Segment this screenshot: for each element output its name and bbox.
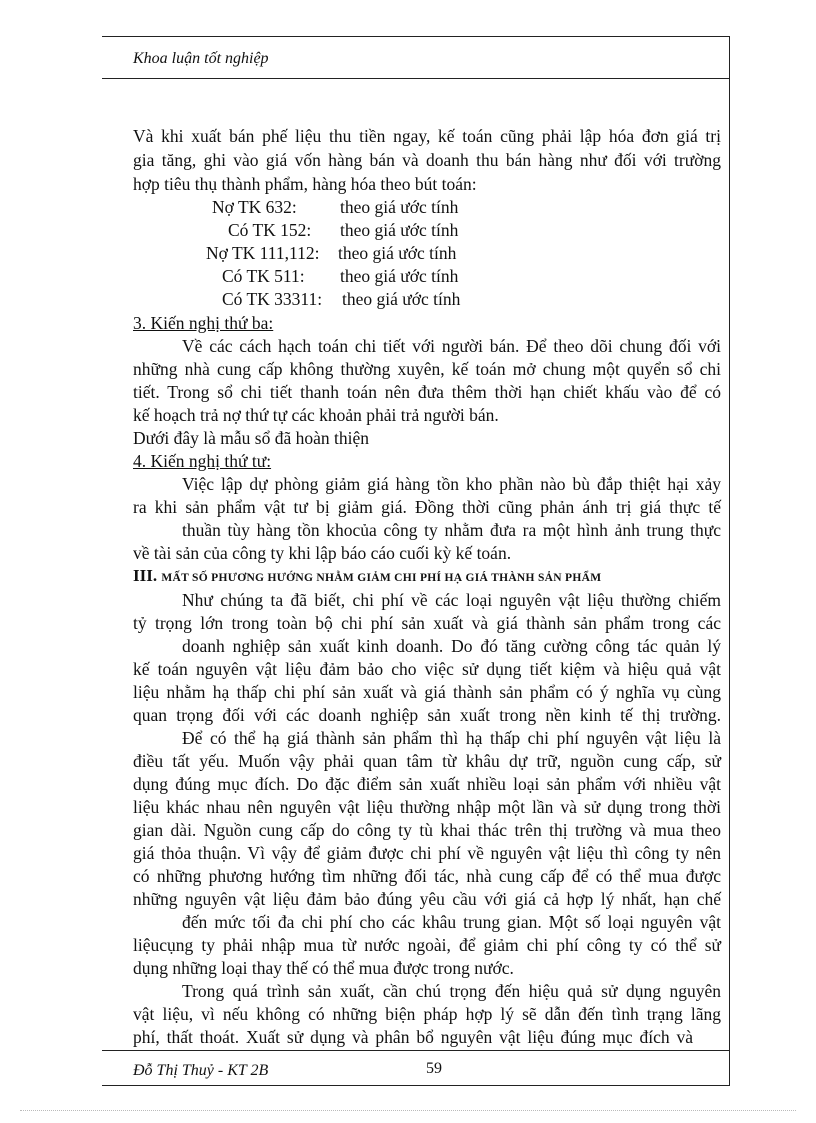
paragraph-line: liệucụng ty phải nhập mua từ nước ngoài, để giảm chi phí công ty có thể sử [133,935,721,955]
paragraph-line: Về các cách hạch toán chi tiết với người bán. Để theo dõi chung đối với [182,336,721,356]
paragraph-line: doanh nghiệp sản xuất kinh doanh. Do đó tăng cường công tác quản lý [182,636,721,656]
paragraph-line: kế hoạch trả nợ thứ tự các khoản phải trả người bán. [133,405,499,425]
paragraph-line: về tài sản của công ty khi lập báo cáo cuối kỳ kế toán. [133,543,512,563]
header-rule [102,78,730,79]
entry-account: Nợ TK 111,112: [206,243,320,263]
paragraph-line: Như chúng ta đã biết, chi phí về các loại nguyên vật liệu thường chiếm [182,590,721,610]
paragraph-line: Trong quá trình sản xuất, cần chú trọng đến hiệu quả sử dụng nguyên [182,981,721,1001]
paragraph-line: gian dài. Nguồn cung cấp do công ty tù khai thác trên thị trường và mua theo [133,820,721,840]
paragraph-line: Dưới đây là mẫu sổ đã hoàn thiện [133,428,369,448]
section-title [133,565,601,589]
section-title-text: MẤT SỐ PHƯƠNG HƯỚNG NHẰM GIẢM CHI PHÍ HẠ GIÁ THÀNH SẢN PHẨM [161,572,602,584]
entry-account: Có TK 33311: [222,289,323,309]
entry-text: theo giá ước tính [342,289,461,309]
entry-text: theo giá ước tính [340,220,459,240]
paragraph-line: có những phương hướng tìm những đối tác, nhà cung cấp để có thể mua được [133,866,721,886]
paragraph-line: phí, thất thoát. Xuất sử dụng và phân bổ nguyên vật liệu đúng mục đích và [133,1027,693,1047]
page-number: 59 [426,1060,442,1077]
footer-author: Đỗ Thị Thuỷ - KT 2B [133,1062,269,1079]
paragraph-line: tiết. Trong sổ chi tiết thanh toán nên đưa thêm thời hạn chiết khấu vào để có [133,382,721,402]
entry-account: Có TK 152: [228,220,312,240]
paragraph-line: dụng đúng mục đích. Do đặc điểm sản xuất nhiều loại sản phẩm với nhiều vật [133,774,721,794]
paragraph-line: dụng những loại thay thế có thể mua được trong nước. [133,958,514,978]
paragraph-line: kế toán nguyên vật liệu đảm bảo cho việc sử dụng tiết kiệm và hiệu quả vật [133,659,721,679]
paragraph-line: giá thỏa thuận. Vì vậy để giảm được chi phí về nguyên vật liệu thì công ty nên [133,843,721,863]
intro-line: hợp tiêu thụ thành phẩm, hàng hóa theo bút toán: [133,174,477,194]
page-header-title: Khoa luận tốt nghiệp [133,50,269,67]
section-number: III. [133,566,158,585]
section-heading-rec4: 4. Kiến nghị thứ tư: [133,451,272,471]
entry-text: theo giá ước tính [340,266,459,286]
paragraph-line: những nhà cung cấp không thường xuyên, kế toán mở chung một quyển sổ chi [133,359,721,379]
entry-account: Có TK 511: [222,266,305,286]
paragraph-line: quan trọng đối với các doanh nghiệp sản xuất trong nền kinh tế thị trường. [133,705,721,725]
paragraph-line: tỷ trọng lớn trong toàn bộ chi phí sản xuất và giá thành sản phẩm trong các [133,613,721,633]
paragraph-line: thuần tùy hàng tồn khocủa công ty nhằm đưa ra một hình ảnh trung thực [182,520,721,540]
entry-text: theo giá ước tính [340,197,459,217]
paragraph-line: đến mức tối đa chi phí cho các khâu trung gian. Một số loại nguyên vật [182,912,721,932]
intro-line: gia tăng, ghi vào giá vốn hàng bán và doanh thu bán hàng như đối với trường [133,150,721,170]
paragraph-line: liệu nhằm hạ thấp chi phí sản xuất và giá thành sản phẩm có ý nghĩa vụ cùng [133,682,721,702]
intro-line: Và khi xuất bán phế liệu thu tiền ngay, kế toán cũng phải lập hóa đơn giá trị [133,126,721,146]
paragraph-line: những nguyên vật liệu đảm bảo đúng yêu cầu với giá cả hợp lý nhất, hạn chế [133,889,721,909]
page-bottom-edge [20,1110,796,1111]
paragraph-line: điều tất yếu. Muốn vậy phải quan tâm từ khâu dự trữ, nguồn cung cấp, sử [133,751,721,771]
entry-text: theo giá ước tính [338,243,457,263]
paragraph-line: Việc lập dự phòng giảm giá hàng tồn kho phần nào bù đắp thiệt hại xảy [182,474,721,494]
footer-rule [102,1050,730,1051]
paragraph-line: vật liệu, vì nếu không có những biện pháp hợp lý sẽ dẫn đến tình trạng lãng [133,1004,721,1024]
paragraph-line: liệu khác nhau nên nguyên vật liệu thường nhập một lần và sử dụng trong thời [133,797,721,817]
entry-account: Nợ TK 632: [212,197,297,217]
paragraph-line: ra khi sản phẩm vật tư bị giảm giá. Đồng thời cũng phản ánh trị giá thực tế [133,497,721,517]
paragraph-line: Để có thể hạ giá thành sản phẩm thì hạ thấp chi phí nguyên vật liệu là [182,728,721,748]
section-heading-rec3: 3. Kiến nghị thứ ba: [133,313,274,333]
